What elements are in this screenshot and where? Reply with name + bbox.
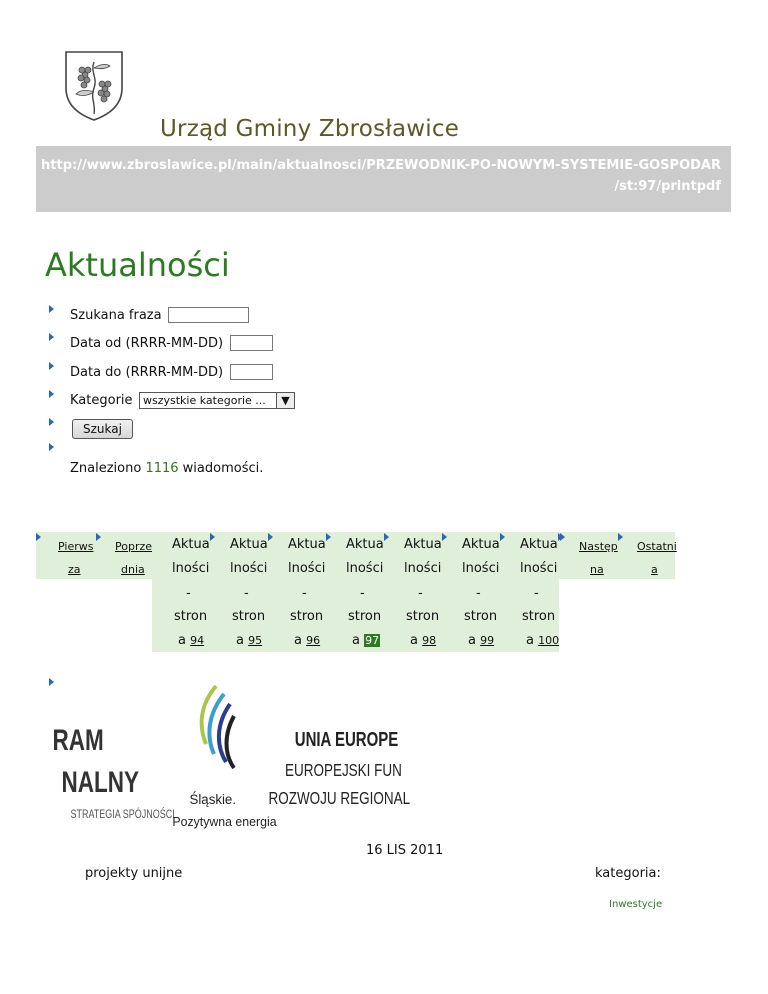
article-title: projekty unijne — [85, 866, 183, 881]
site-title: Urząd Gminy Zbrosławice — [160, 116, 460, 142]
page-link-text-3: - — [476, 586, 481, 601]
prev-page-link[interactable] — [115, 540, 152, 553]
results-count — [70, 461, 263, 476]
triangle-bullet-icon — [210, 533, 215, 541]
search-button[interactable]: Szukaj — [72, 419, 133, 439]
page-link-text-1[interactable]: Aktua — [520, 537, 558, 552]
page-link-prefix: a — [526, 633, 539, 648]
page-link-text-2[interactable]: lności — [346, 561, 384, 576]
page-link-text-4: stron — [406, 609, 440, 624]
triangle-bullet-icon — [49, 443, 54, 451]
page-link-text-4: stron — [174, 609, 208, 624]
last-page-text-2: a — [651, 563, 658, 576]
page-link-text-3: - — [186, 586, 191, 601]
category-select-value: wszystkie kategorie ... — [143, 394, 266, 407]
prev-page-text-1: Poprze — [115, 540, 153, 553]
triangle-bullet-icon — [384, 533, 389, 541]
triangle-bullet-icon — [500, 533, 505, 541]
eu-logo-text-3: ROZWOJU REGIONAL — [268, 789, 411, 809]
triangle-bullet-icon — [49, 333, 54, 341]
page-number-link[interactable]: 96 — [306, 634, 321, 647]
page-link-text-4: stron — [464, 609, 498, 624]
eu-funding-logos — [52, 684, 411, 836]
program-logo — [53, 723, 175, 822]
page-number-link[interactable]: 98 — [422, 634, 437, 647]
category-label: Kategorie — [70, 393, 133, 408]
eu-logo-text-2: EUROPEJSKI FUN — [285, 761, 402, 781]
page-link-text-2[interactable]: lności — [520, 561, 558, 576]
page-link-prefix: a — [352, 633, 365, 648]
page-link-number-row — [526, 633, 559, 648]
last-page-link[interactable] — [637, 540, 677, 553]
page-link-text-1[interactable]: Aktua — [172, 537, 210, 552]
page-link-number-row — [236, 633, 262, 648]
eu-fund-logo — [269, 728, 411, 809]
next-page-text-2: na — [590, 563, 604, 576]
page-number-link[interactable]: 100 — [538, 634, 560, 647]
date-to-label: Data do (RRRR-MM-DD) — [70, 365, 224, 380]
page-link-prefix: a — [236, 633, 249, 648]
phrase-label: Szukana fraza — [70, 308, 162, 323]
page-link-text-2[interactable]: lności — [462, 561, 500, 576]
slaskie-logo — [172, 686, 277, 829]
category-link[interactable]: Inwestycje — [609, 899, 663, 910]
triangle-bullet-icon — [560, 533, 565, 541]
coat-of-arms-icon — [60, 48, 128, 122]
page-link-text-4: stron — [290, 609, 324, 624]
results-prefix: Znaleziono — [70, 461, 146, 476]
page-link-text-2[interactable]: lności — [230, 561, 268, 576]
triangle-bullet-icon — [96, 533, 101, 541]
prev-page-link-2[interactable] — [121, 563, 145, 576]
page-link-number-row — [178, 633, 204, 648]
triangle-bullet-icon — [618, 533, 623, 541]
last-page-text-1: Ostatni — [637, 540, 677, 553]
triangle-bullet-icon — [442, 533, 447, 541]
page-number-link[interactable]: 99 — [480, 634, 495, 647]
phrase-input[interactable] — [168, 307, 249, 323]
next-page-link-2[interactable] — [590, 563, 604, 576]
program-logo-text-2: NALNY — [61, 764, 139, 799]
page-url-line-2: /st:97/printpdf — [614, 179, 721, 194]
page-link-text-1[interactable]: Aktua — [404, 537, 442, 552]
page-link-text-1[interactable]: Aktua — [462, 537, 500, 552]
page-link-prefix: a — [178, 633, 191, 648]
page-link-text-3: - — [360, 586, 365, 601]
slaskie-text-2: Pozytywna energia — [172, 814, 277, 830]
page-link-text-2[interactable]: lności — [404, 561, 442, 576]
page-link-text-4: stron — [232, 609, 266, 624]
date-to-input[interactable] — [230, 364, 273, 380]
page-link-text-3: - — [418, 586, 423, 601]
article-date: 16 LIS 2011 — [366, 843, 444, 858]
triangle-bullet-icon — [49, 362, 54, 370]
triangle-bullet-icon — [49, 390, 54, 398]
program-logo-text-3: STRATEGIA SPÓJNOŚCI — [70, 807, 175, 822]
current-page-number: 97 — [365, 634, 380, 647]
page-link-text-1[interactable]: Aktua — [346, 537, 384, 552]
page-link-number-row — [410, 633, 436, 648]
first-page-link-2[interactable] — [68, 563, 81, 576]
results-number: 1116 — [145, 461, 179, 476]
page-link-number-row — [468, 633, 494, 648]
first-page-text-1: Pierws — [58, 540, 94, 553]
page-link-text-3: - — [244, 586, 249, 601]
page-link-text-4: stron — [348, 609, 382, 624]
prev-page-text-2: dnia — [121, 563, 145, 576]
triangle-bullet-icon — [36, 533, 41, 541]
page-link-prefix: a — [468, 633, 481, 648]
dropdown-arrow-icon[interactable]: ▼ — [276, 393, 294, 408]
url-bar — [36, 146, 731, 212]
triangle-bullet-icon — [49, 678, 54, 686]
page-link-text-2[interactable]: lności — [288, 561, 326, 576]
page-number-link[interactable]: 95 — [248, 634, 263, 647]
date-from-input[interactable] — [230, 335, 273, 351]
page-link-prefix: a — [410, 633, 423, 648]
page-link-number-row — [294, 633, 320, 648]
triangle-bullet-icon — [49, 418, 54, 426]
page-title: Aktualności — [45, 246, 230, 284]
date-from-label: Data od (RRRR-MM-DD) — [70, 336, 224, 351]
triangle-bullet-icon — [268, 533, 273, 541]
page-link-number-row — [352, 633, 380, 648]
page-link-text-2[interactable]: lności — [172, 561, 210, 576]
next-page-text-1: Następ — [579, 540, 618, 553]
page-url — [31, 155, 721, 197]
triangle-bullet-icon — [49, 305, 54, 313]
page-link-text-3: - — [302, 586, 307, 601]
page-link-text-4: stron — [522, 609, 556, 624]
next-page-link[interactable] — [579, 540, 618, 553]
page-url-line-1: http://www.zbroslawice.pl/main/aktualnosci/PRZEWODNIK-PO-NOWYM-SYSTEMIE-GOSPODAR — [41, 158, 721, 173]
eu-logo-text-1: UNIA EUROPE — [294, 727, 399, 751]
last-page-link-2[interactable] — [651, 563, 658, 576]
category-caption: kategoria: — [595, 866, 661, 881]
page-number-link[interactable]: 94 — [190, 634, 205, 647]
program-logo-text-1: RAM — [52, 722, 104, 757]
page-link-prefix: a — [294, 633, 307, 648]
page-link-text-1[interactable]: Aktua — [230, 537, 268, 552]
first-page-text-2: za — [68, 563, 81, 576]
results-suffix: wiadomości. — [178, 461, 264, 476]
triangle-bullet-icon — [326, 533, 331, 541]
slaskie-text-1: Śląskie. — [189, 791, 237, 808]
page-link-text-1[interactable]: Aktua — [288, 537, 326, 552]
page-link-text-3: - — [534, 586, 539, 601]
category-select[interactable] — [139, 392, 295, 409]
first-page-link[interactable] — [58, 540, 93, 553]
